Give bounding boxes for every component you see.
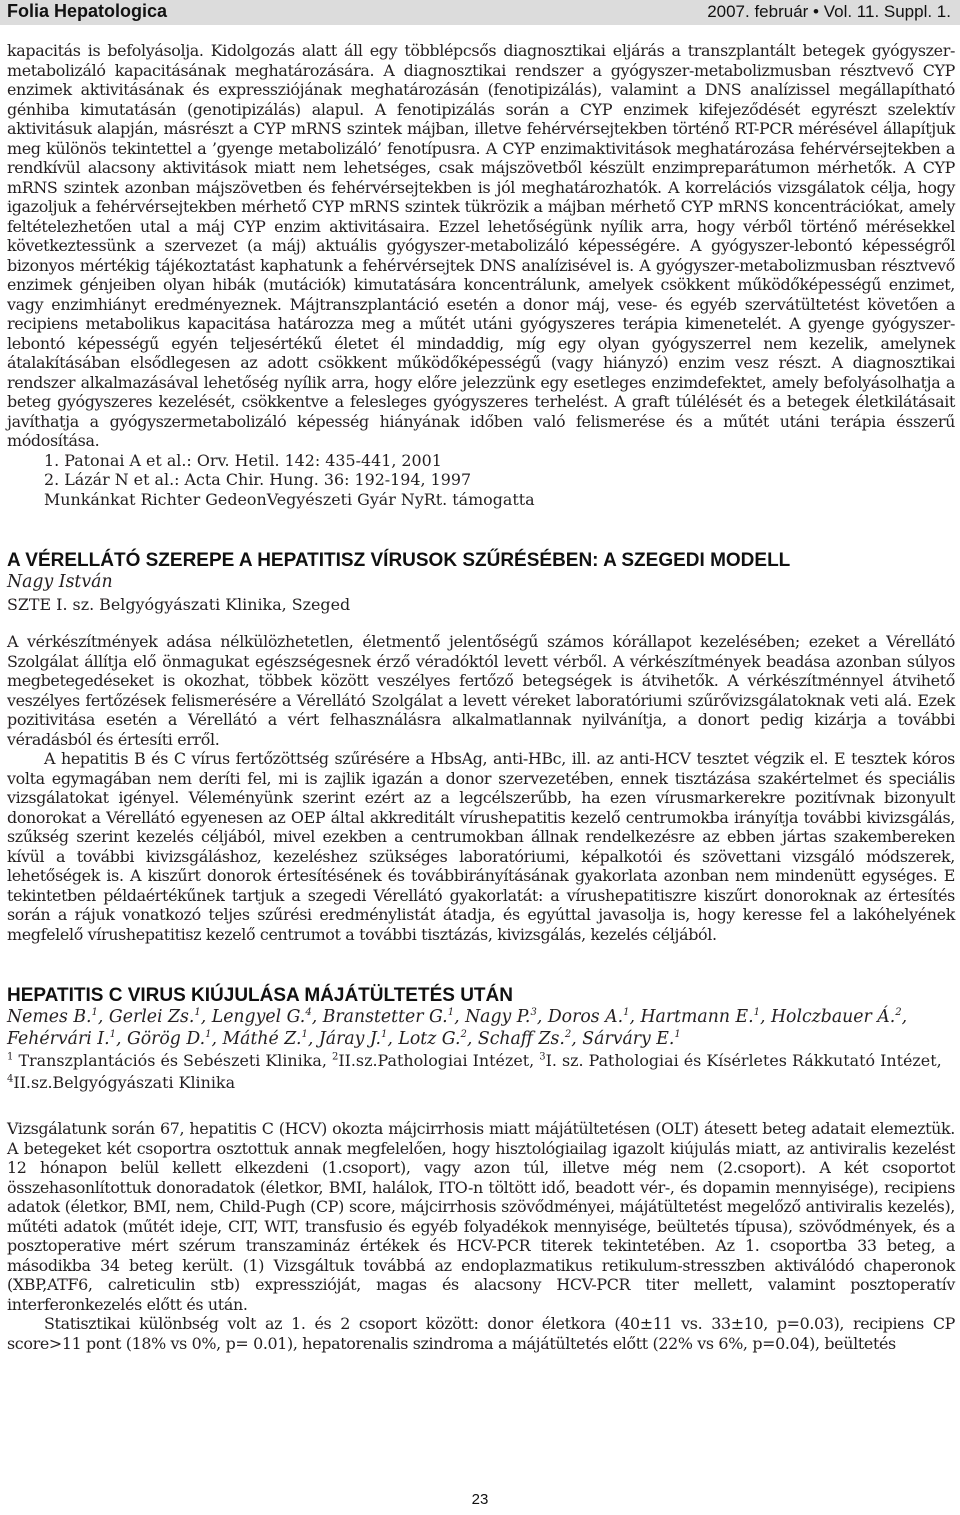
author: Lotz G. (398, 1028, 461, 1049)
author: Sárváry E. (582, 1028, 675, 1049)
author: Máthé Z. (222, 1028, 302, 1049)
acknowledgement: Munkánkat Richter GedeonVegyészeti Gyár NyRt. támogatta (44, 489, 535, 509)
section-title-hepatitis-c: HEPATITIS C VIRUS KIÚJULÁSA MÁJÁTÜLTETÉS UTÁN (7, 985, 513, 1006)
page-body (7, 41, 955, 1353)
author: Schaff Zs. (477, 1028, 565, 1049)
author: Gerlei Zs. (108, 1007, 195, 1027)
author: Holczbauer Á. (770, 1007, 896, 1027)
reference-2: 2. Lázár N et al.: Acta Chir. Hung. 36: 192-194, 1997 (44, 470, 472, 489)
section2-paragraph-1: Vizsgálatunk során 67, hepatitis C (HCV) okozta májcirrhosis miatt májátültetésen (OLT) átesett beteg adatait elemeztük. A betegeket két csoportra osztottuk annak megfelelően, hogy hisztológiailag igazolt kiújulás miatt, az antiviralis kezelést 12 hónapon belül kellett elkezdeni (1.csoport), vagy azon túl, illetve még nem (2.csoport). A két csoportot összehasonlítottuk donoradatok (életkor, BMI, halálok, ITO-n töltött idő, beadott vér-, és dopamin mennyisége), recipiens adatok (életkor, BMI, nem, Child-Pugh (CP) score, májcirrhosis szövődményei, májátültetést megelőző antiviralis kezelés), műtéti adatok (műtét ideje, CIT, WIT, transfusio és egyéb folyadékok mennyisége, beültetés típusa), szövődmények, és a posztoperative mért szérum transzamináz értékek és HCV-PCR titerek tekintetében. Az 1. csoportba 33 beteg, a másodikba 34 beteg került. (1) Vizsgáltuk továbbá az endoplazmatikus retikulum-stresszben aktiválódó chaperonok (XBP,ATF6, calreticulin stb) expresszióját, magas és alacsony HCV-PCR titer mellett, valamint posztoperatív interferonkezelés előtt és után. (7, 1119, 955, 1314)
running-header (0, 0, 960, 25)
section1-author: Nagy István (7, 572, 113, 592)
author: Járay J. (318, 1028, 381, 1049)
author: Fehérvári I. (7, 1028, 110, 1049)
section-title-vérellátó: A VÉRELLÁTÓ SZEREPE A HEPATITISZ VÍRUSOK SZŰRÉSÉBEN: A SZEGEDI MODELL (7, 550, 791, 571)
section2-affiliations: $^1$ Transzplantációs és Sebészeti Klinika, $^2$II.sz.Pathologiai Intézet, $^3$I. sz. Pathologiai és Kísérletes Rákkutató Intézet, $^4$II.sz.Belgyógyászati Klinika (7, 1051, 942, 1092)
author: Doros A. (547, 1007, 624, 1027)
reference-1: 1. Patonai A et al.: Orv. Hetil. 142: 435-441, 2001 (44, 450, 442, 470)
author: Branstetter G. (322, 1007, 448, 1027)
intro-paragraph: kapacitás is befolyásolja. Kidolgozás alatt áll egy többlépcsős diagnosztikai eljárás a transzplantált betegek gyógyszer-metabolizáló kapacitásának meghatározására. A diagnosztikai rendszer a gyógyszer-metabolizmusban résztvevő CYP enzimek aktivitásának és expressziójának meghatározásán (fenotipizálás), valamint a DNS analízissel megállapítható génhiba kimutatásán (genotipizálás) alapul. A fenotipizálás során a CYP enzimek kifejeződését egyrészt szelektív aktivitásuk alapján, másrészt a CYP mRNS szintek májban, illetve fehérvérsejtekben történő RT-PCR mérésével állapítjuk meg különös tekintettel a ’gyenge metabolizáló’ fenotípusra. A CYP enzimaktivitások meghatározása fehérvérsejtekben a rendkívül alacsony aktivitások miatt nem lehetséges, csak májszövetből készült enzimpreparátumon mérhetők. A CYP mRNS szintek azonban májszövetben és fehérvérsejtekben is jól meghatározhatók. A korrelációs vizsgálatok célja, hogy igazoljuk a fehérvérsejtekben mérhető CYP mRNS szintek tükrözik a májban mérhető CYP mRNS koncentrációkat, amely feltételezhetően utal a máj CYP enzim aktivitásaira. Ezzel lehetőségünk nyílik arra, hogy vérből történő mérésekkel következtessünk a szervezet (a máj) aktuális gyógyszer-metabolizáló képességére. A gyógyszer-lebontó képességről bizonyos mértékig tájékoztatást kaphatunk a fehérvérsejtek DNS analízisével is. A gyógyszer-metabolizmusban résztvevő enzimek génjeiben olyan hibák (mutációk) kimutatására koncentrálunk, amelyek csökkent működőképességű enzimet, vagy enzimhiányt eredményeznek. Májtranszplantáció esetén a donor máj, vese- és egyéb szervátültetést követően a recipiens metabolikus kapacitása határozza meg a műtét utáni gyógyszeres terápia kimenetelét. A gyenge gyógyszer-lebontó képességű egyén teljesértékű életet él mindaddig, míg egy olyan gyógyszerrel nem kezelik, amelynek átalakításában elsődlegesen az adott csökkent működőképességű (vagy hiányzó) enzim vesz részt. A diagnosztikai rendszer alkalmazásával lehetőség nyílik arra, hogy előre jelezzünk egy esetleges enzimdefektet, amely befolyásolhatja a beteg gyógyszeres kezelését, csökkentve a felesleges gyógyszeres terhelést. A graft túlélését és a betegek életkilátásait javíthatja a gyógyszermetabolizáló képesség hiányának időben való felismerése és a műtét utáni terápia ésszerű módosítása. (7, 41, 955, 450)
section2-paragraph-2: Statisztikai különbség volt az 1. és 2 csoport között: donor életkora (40±11 vs. 33±10, p=0.03), recipiens CP score>11 pont (18% vs 0%, p= 0.01), hepatorenalis szindroma a májátültetés előtt (22% vs 6%, p=0.04), beültetés (7, 1314, 955, 1353)
section1-paragraph-2: A hepatitis B és C vírus fertőzöttség szűrésére a HbsAg, anti-HBc, ill. az anti-HCV tesztet végzik el. E tesztek kóros volta egymagában nem deríti fel, mi is zajlik igazán a donor szervezetében, ennek tisztázása szakértelmet és speciális vizsgálatokat igényel. Véleményünk szerint ezért az a legcélszerűbb, ha ezen vírusmarkerekre pozitívnak bizonyult donorokat a Vérellátó egyenesen az OEP által akkreditált vírushepatitis kezelő centrumokba irányítja további kivizsgálás, szűkség szerint kezelés céljából, mivel ezekben a centrumokban állnak rendelkezésre az ebben jártas szakembereken kívül a további kivizsgáláshoz, kezeléshez szükséges laboratóriumi, képalkotói és szövettani vizsgáló módszerek, lehetőségek is. A kiszűrt donorok értesítésének és továbbirányításának gyakorlata azonban nem mindenütt egységes. E tekintetben példaértékűnek tartjuk a szegedi Vérellátó gyakorlatát: a vírushepatitiszre kiszűrt donoroknak az értesítés során a rájuk vonatkozó teljes szűrési eredménylistát átadja, és egyúttal javasolja is, hogy keresse fel a lakóhelyének megfelelő vírushepatitisz kezelő centrumot a további tisztázás, kivizsgálás, kezelés céljából. (7, 749, 955, 944)
author: Nagy P. (465, 1007, 531, 1027)
author: Hartmann E. (640, 1007, 754, 1027)
author: Görög D. (126, 1028, 206, 1049)
section1-paragraph-1: A vérkészítmények adása nélkülözhetetlen, életmentő jelentőségű számos kórállapot kezelésében; ezeket a Vérellátó Szolgálat állítja elő önmagukat egészségesnek érző véradóktól levett vérből. A vérkészítmények beadása azonban súlyos megbetegedéseket is okozhat, többek között veszélyes fertőző betegségek is átvihetők. A vérkészítménnyel átvihető veszélyes fertőzések felismerésére a Vérellátó Szolgálat a levett véreket laboratóriumi szűrővizsgálatoknak veti alá. Ezek pozitivitása esetén a Vérellátó a vért felhasználásra alkalmatlannak nyilvánítja, a donort pedig kizárja a további véradásból és értesíti erről. (7, 632, 955, 749)
page-number: 23 (471, 1491, 489, 1508)
journal-title: Folia Hepatologica (7, 1, 168, 21)
issue-info: 2007. február • Vol. 11. Suppl. 1. (707, 2, 951, 21)
section2-authors: Nemes B.$^1$, Gerlei Zs.$^1$, Lengyel G.$^4$, Branstetter G.$^1$, Nagy P.$^3$, Doros A.$^1$, Hartmann E.$^1$, Holczbauer Á.$^2$, Fehérvári I.$^1$, Görög D.$^1$, Máthé Z.$^1$, Járay J.$^1$, Lotz G.$^2$, Schaff Zs.$^2$, Sárváry E.$^1$ (7, 1007, 908, 1049)
author: Lengyel G. (211, 1007, 306, 1027)
section1-affiliation: SZTE I. sz. Belgyógyászati Klinika, Szeged (7, 594, 351, 614)
author: Nemes B. (7, 1007, 92, 1027)
